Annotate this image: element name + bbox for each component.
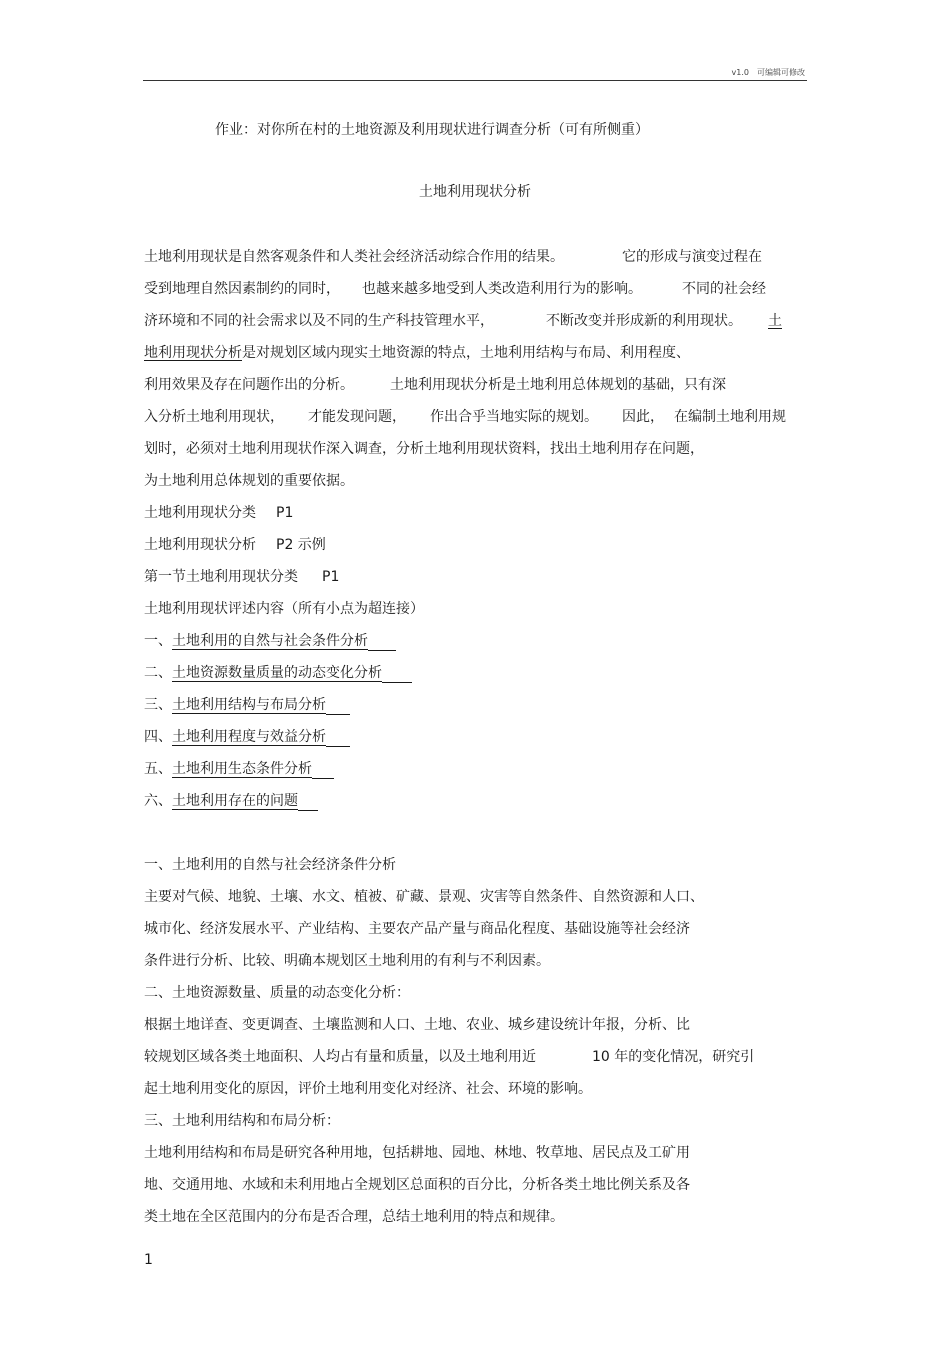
ref-line-2: 土地利用现状分析 P2 示例 xyxy=(144,537,326,553)
section-1-line: 城市化、经济发展水平、产业结构、主要农产品产量与商品化程度、基础设施等社会经济 xyxy=(144,921,690,937)
toc-item: 四、土地利用程度与效益分析 xyxy=(144,727,350,747)
toc-item: 一、土地利用的自然与社会条件分析 xyxy=(144,631,396,651)
toc-item: 五、土地利用生态条件分析 xyxy=(144,759,334,779)
ref-line-4: 土地利用现状评述内容（所有小点为超连接） xyxy=(144,601,424,617)
toc-item: 三、土地利用结构与布局分析 xyxy=(144,695,350,715)
toc-link-2[interactable]: 土地资源数量质量的动态变化分析 xyxy=(172,665,382,681)
section-1-line: 主要对气候、地貌、土壤、水文、植被、矿藏、景观、灾害等自然条件、自然资源和人口、 xyxy=(144,889,704,905)
header-version-text: v1.0 可编辑可修改 xyxy=(731,68,805,77)
section-2-line: 起土地利用变化的原因，评价土地利用变化对经济、社会、环境的影响。 xyxy=(144,1081,592,1097)
section-3-line: 地、交通用地、水域和未利用地占全规划区总面积的百分比，分析各类土地比例关系及各 xyxy=(144,1177,690,1193)
section-3-line: 类土地在全区范围内的分布是否合理，总结土地利用的特点和规律。 xyxy=(144,1209,564,1225)
term-link[interactable]: 地利用现状分析 xyxy=(144,345,242,361)
toc-item: 六、土地利用存在的问题 xyxy=(144,791,318,811)
page-number: 1 xyxy=(144,1252,153,1268)
section-2-line: 根据土地详查、变更调查、土壤监测和人口、土地、农业、城乡建设统计年报，分析、比 xyxy=(144,1017,690,1033)
intro-line-6: 入分析土地利用现状， 才能发现问题， 作出合乎当地实际的规划。 因此， 在编制土地利用规 xyxy=(144,409,786,425)
intro-line-1: 土地利用现状是自然客观条件和人类社会经济活动综合作用的结果。 它的形成与演变过程在 xyxy=(144,249,762,265)
term-link-start[interactable]: 土 xyxy=(768,313,782,329)
section-3-heading: 三、土地利用结构和布局分析： xyxy=(144,1113,340,1129)
intro-line-5: 利用效果及存在问题作出的分析。 土地利用现状分析是土地利用总体规划的基础，只有深 xyxy=(144,377,726,393)
toc-link-6[interactable]: 土地利用存在的问题 xyxy=(172,793,298,809)
intro-line-8: 为土地利用总体规划的重要依据。 xyxy=(144,473,354,489)
intro-line-2: 受到地理自然因素制约的同时， 也越来越多地受到人类改造利用行为的影响。 不同的社会经 xyxy=(144,281,766,297)
intro-line-3: 济环境和不同的社会需求以及不同的生产科技管理水平， 不断改变并形成新的利用现状。 土 xyxy=(144,313,782,329)
toc-link-3[interactable]: 土地利用结构与布局分析 xyxy=(172,697,326,713)
document-title: 土地利用现状分析 xyxy=(419,184,531,200)
toc-link-4[interactable]: 土地利用程度与效益分析 xyxy=(172,729,326,745)
ref-line-3: 第一节土地利用现状分类 P1 xyxy=(144,569,340,585)
toc-link-1[interactable]: 土地利用的自然与社会条件分析 xyxy=(172,633,368,649)
section-2-heading: 二、土地资源数量、质量的动态变化分析： xyxy=(144,985,410,1001)
ref-line-1: 土地利用现状分类 P1 xyxy=(144,505,294,521)
homework-prompt: 作业：对你所在村的土地资源及利用现状进行调查分析（可有所侧重） xyxy=(215,122,649,138)
section-3-line: 土地利用结构和布局是研究各种用地，包括耕地、园地、林地、牧草地、居民点及工矿用 xyxy=(144,1145,690,1161)
header-rule xyxy=(143,80,807,81)
intro-line-4: 地利用现状分析是对规划区域内现实土地资源的特点，土地利用结构与布局、利用程度、 xyxy=(144,345,690,361)
toc-link-5[interactable]: 土地利用生态条件分析 xyxy=(172,761,312,777)
section-2-line: 较规划区域各类土地面积、人均占有量和质量，以及土地利用近 10 年的变化情况，研究引 xyxy=(144,1049,755,1065)
section-1-line: 条件进行分析、比较、明确本规划区土地利用的有利与不利因素。 xyxy=(144,953,550,969)
intro-line-7: 划时，必须对土地利用现状作深入调查，分析土地利用现状资料，找出土地利用存在问题， xyxy=(144,441,704,457)
section-1-heading: 一、土地利用的自然与社会经济条件分析 xyxy=(144,857,396,873)
toc-item: 二、土地资源数量质量的动态变化分析 xyxy=(144,663,412,683)
